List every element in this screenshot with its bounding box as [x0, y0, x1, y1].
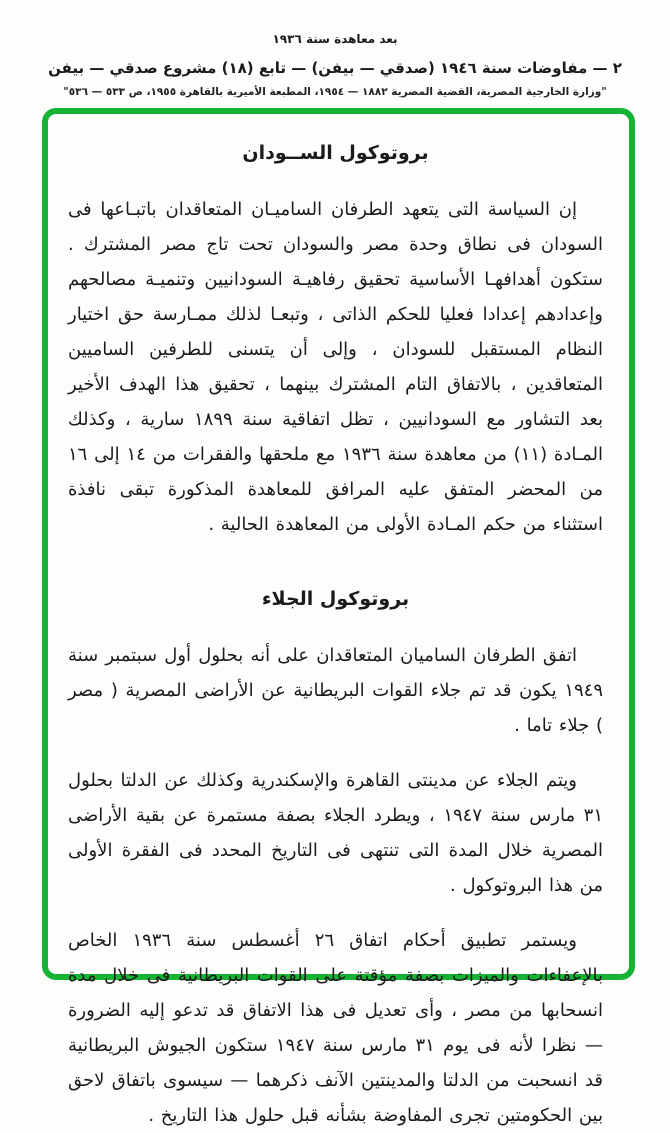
- evacuation-paragraph-3: ويستمر تطبيق أحكام اتفاق ٢٦ أغسطس سنة ١٩٣٦ الخاص بالإعفاءات والميزات بصفة مؤقتة على القوات البريطانية فى خلال مدة انسحابها من مصر ، وأى تعديل فى هذا الاتفاق قد تدعو إليه الضرورة — نظرا لأنه فى يوم ٣١ مارس سنة ١٩٤٧ ستكون الجيوش البريطانية قد انسحبت من الدلتا والمدينتين الآنف ذكرهما — سيسوى باتفاق لاحق بين الحكومتين تجرى المفاوضة بشأنه قبل حلول هذا التاريخ .: [68, 930, 603, 1126]
- green-border-frame: [42, 108, 635, 1126]
- header-negotiations-title: ٢ — مفاوضات سنة ١٩٤٦ (صدقي — بيفن) — تابع (١٨) مشروع صدقي — بيفن: [48, 59, 622, 77]
- header-treaty-note: بعد معاهدة سنة ١٩٣٦: [272, 32, 398, 46]
- sudan-protocol-title: بروتوكول الســودان: [242, 142, 429, 164]
- evacuation-paragraph-1: اتفق الطرفان الساميان المتعاقدان على أنه بحلول أول سبتمبر سنة ١٩٤٩ يكون قد تم جلاء القوات البريطانية عن الأراضى المصرية ( مصر ) جلاء تاما .: [68, 645, 603, 736]
- page-header: [0, 32, 670, 98]
- header-source-citation: "وزارة الخارجية المصرية، القضية المصرية ١٨٨٢ — ١٩٥٤، المطبعة الأميرية بالقاهرة ١٩٥٥، ص ٥٣٣ — ٥٣٦": [63, 86, 607, 98]
- evacuation-protocol-title: بروتوكول الجلاء: [261, 588, 410, 610]
- evacuation-paragraph-2: ويتم الجلاء عن مدينتى القاهرة والإسكندرية وكذلك عن الدلتا بحلول ٣١ مارس سنة ١٩٤٧ ، ويطرد الجلاء بصفة مستمرة عن بقية الأراضى المصرية خلال المدة التى تنتهى فى التاريخ المحدد فى الفقرة الأولى من هذا البروتوكول .: [68, 770, 604, 896]
- sudan-protocol-paragraph: إن السياسة التى يتعهد الطرفان الساميـان المتعاقدان باتبـاعها فى السودان فى نطاق وحدة مصر والسودان تحت تاج مصر المشترك . ستكون أهدافهـا الأساسية تحقيق رفاهيـة السودانيين وتنميـة مصالحهم وإعدادهم إعدادا فعليا للحكم الذاتى ، وتبعـا لذلك ممـارسة حق اختيار النظام المستقبل للسودان ، وإلى أن يتسنى للطرفين الساميين المتعاقدين ، بالاتفاق التام المشترك بينهما ، تحقيق هذا الهدف الأخير بعد التشاور مع السودانيين ، تظل اتفاقية سنة ١٨٩٩ سارية ، وكذلك المـادة (١١) من معاهدة سنة ١٩٣٦ مع ملحقها والفقرات من ١٤ إلى ١٦ من المحضر المتفق عليه المرافق للمعاهدة المذكورة تبقى نافذة استثناء من حكم المـادة الأولى من المعاهدة الحالية .: [68, 199, 604, 535]
